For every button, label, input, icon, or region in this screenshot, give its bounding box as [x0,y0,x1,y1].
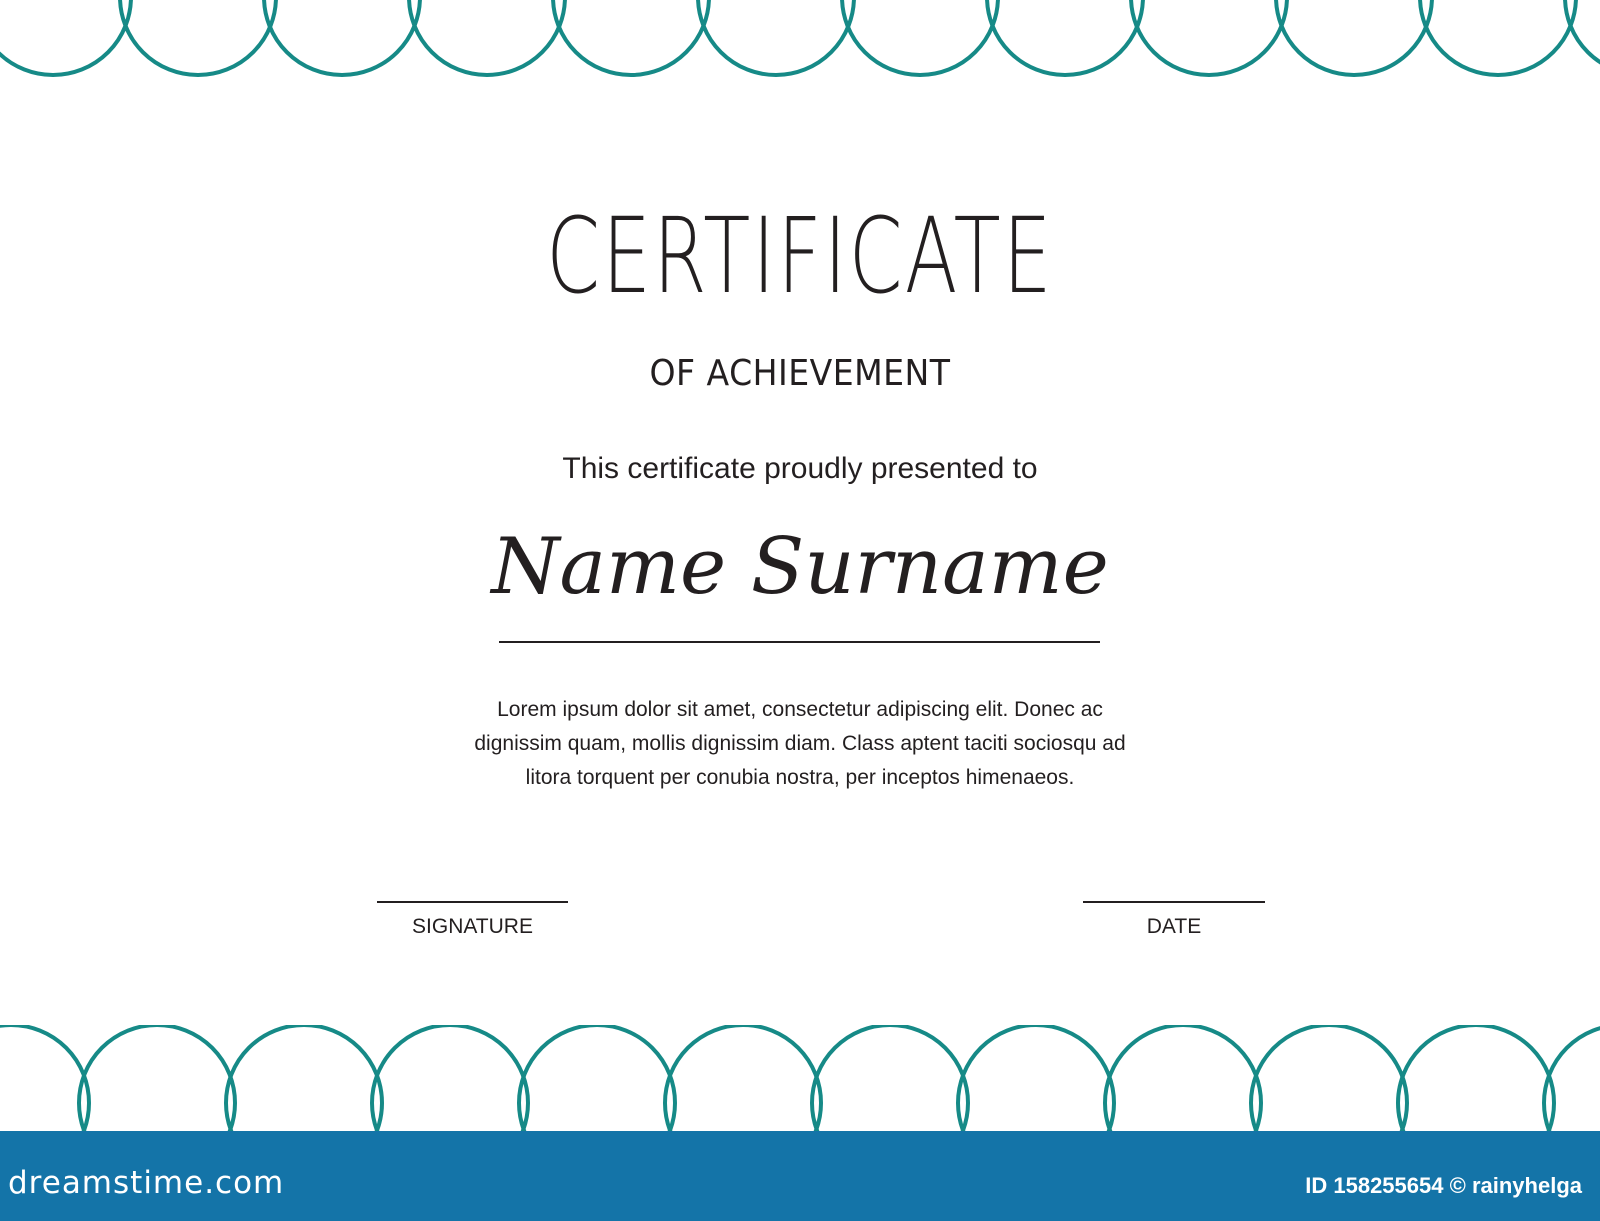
signature-line [377,901,568,903]
copyright-icon: © [1449,1173,1466,1198]
signature-label: SIGNATURE [412,915,533,938]
date-line [1083,901,1265,903]
description-line: dignissim quam, mollis dignissim diam. Class aptent taciti sociosqu ad [474,732,1126,755]
certificate-description [400,693,1200,795]
date-label: DATE [1146,915,1202,938]
certificate-subtitle: OF ACHIEVEMENT [649,353,951,394]
top-circle-border [0,0,1600,110]
certificate-title: CERTIFICATE [546,195,1054,317]
author-name: rainyhelga [1471,1173,1582,1198]
presented-text: This certificate proudly presented to [562,452,1038,485]
brand-logo: dreamstime.com [8,1165,285,1201]
stock-footer-bar [0,1131,1600,1221]
recipient-name: Name Surname [491,522,1109,612]
description-line: Lorem ipsum dolor sit amet, consectetur adipiscing elit. Donec ac [497,698,1103,721]
name-underline [499,641,1100,643]
description-line: litora torquent per conubia nostra, per inceptos himenaeos. [525,766,1075,789]
image-id: ID 158255654 [1305,1173,1444,1198]
image-credit [1305,1173,1582,1199]
bottom-circle-border [0,1025,1600,1131]
